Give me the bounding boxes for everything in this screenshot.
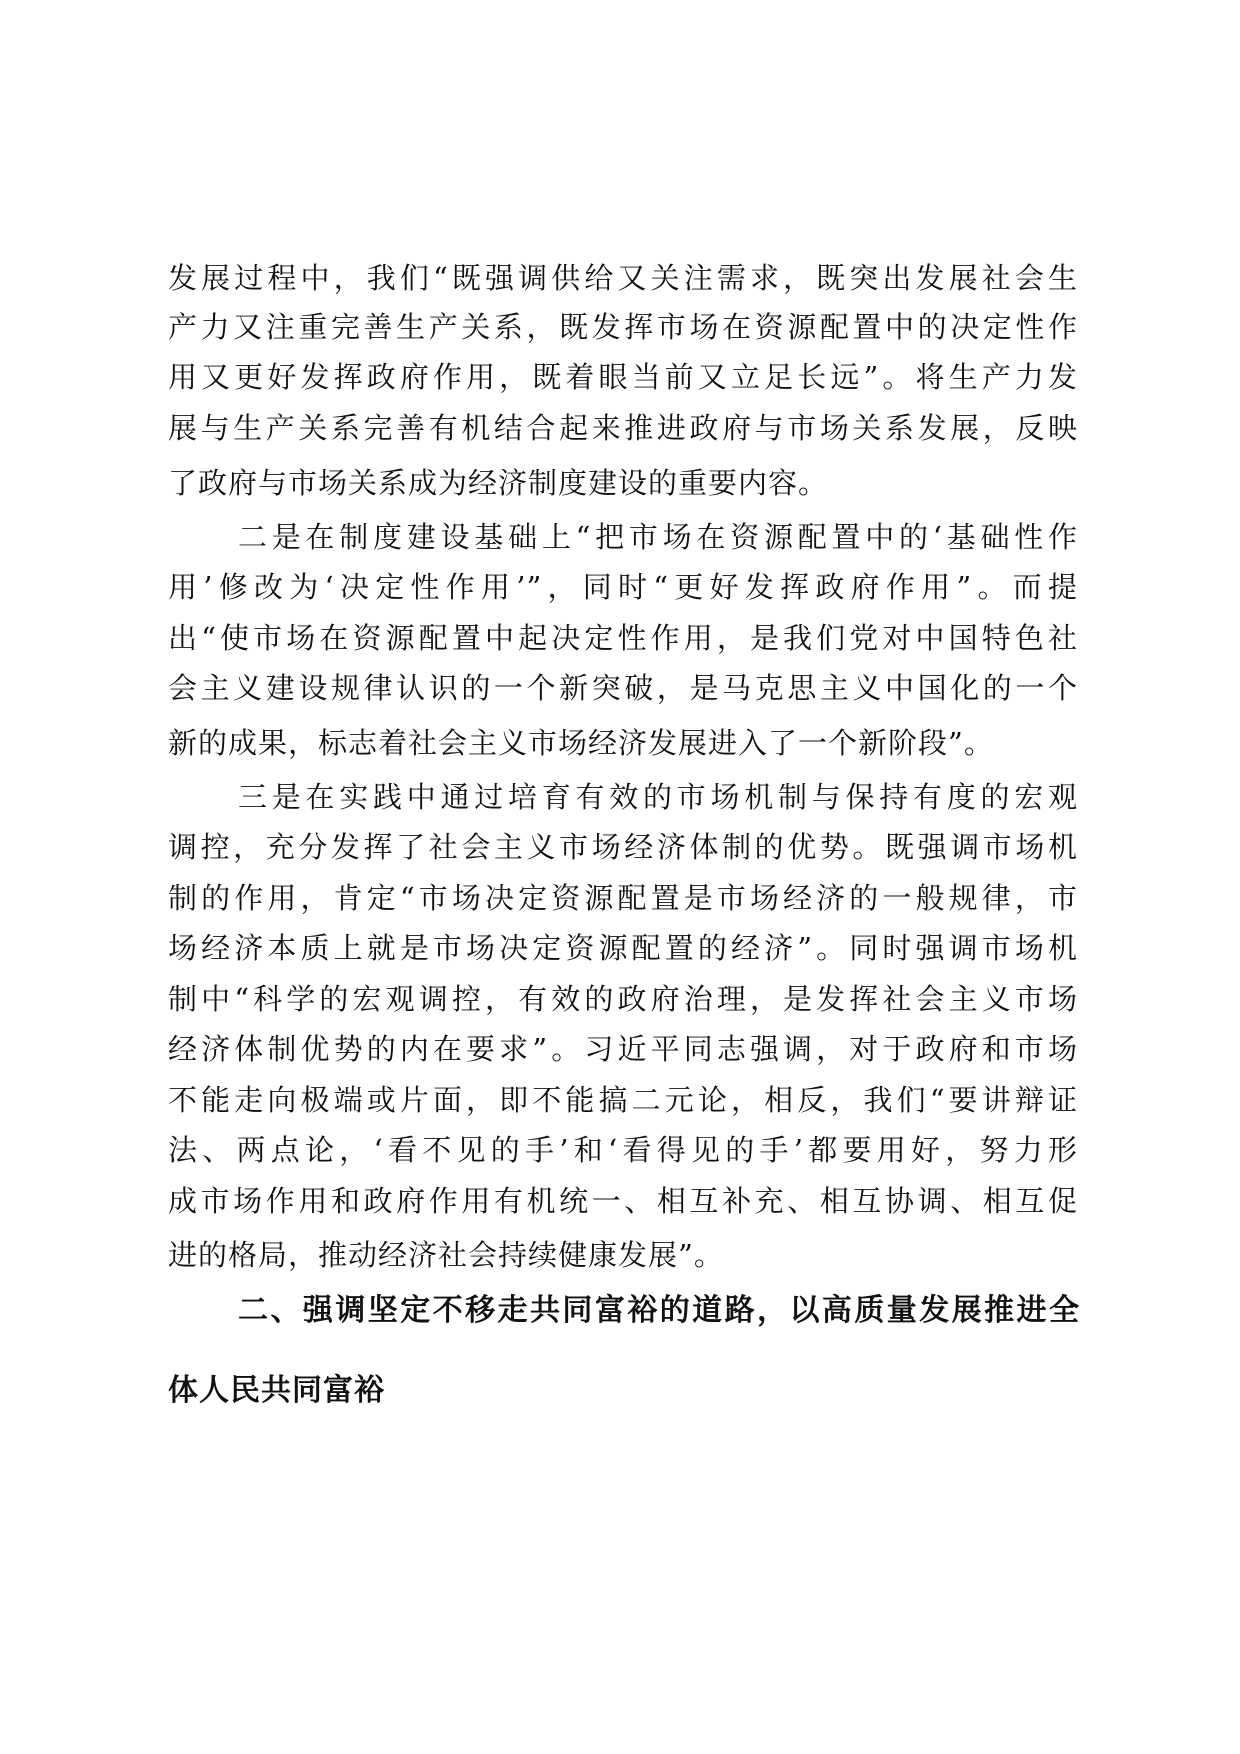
paragraph-1-line-4: 展与生产关系完善有机结合起来推进政府与市场关系发展，反映 (168, 411, 1078, 445)
paragraph-1-line-1: 发展过程中，我们“既强调供给又关注需求，既突出发展社会生 (168, 261, 1078, 295)
paragraph-3-line-3: 制的作用，肯定“市场决定资源配置是市场经济的一般规律，市 (168, 881, 1078, 915)
paragraph-3-line-4: 场经济本质上就是市场决定资源配置的经济”。同时强调市场机 (168, 931, 1078, 965)
paragraph-3-line-6: 经济体制优势的内在要求”。习近平同志强调，对于政府和市场 (168, 1032, 1078, 1066)
paragraph-2-line-1: 二是在制度建设基础上“把市场在资源配置中的‘基础性作 (238, 520, 1078, 554)
paragraph-3-line-8: 法、两点论，‘看不见的手’和‘看得见的手’都要用好，努力形 (168, 1133, 1078, 1167)
paragraph-3-line-9: 成市场作用和政府作用有机统一、相互补充、相互协调、相互促 (168, 1184, 1078, 1218)
paragraph-3-line-7: 不能走向极端或片面，即不能搞二元论，相反，我们“要讲辩证 (168, 1083, 1078, 1117)
paragraph-3-line-5: 制中“科学的宏观调控，有效的政府治理，是发挥社会主义市场 (168, 982, 1078, 1016)
paragraph-2-line-4: 会主义建设规律认识的一个新突破，是马克思主义中国化的一个 (168, 671, 1078, 705)
paragraph-3-line-10: 进的格局，推动经济社会持续健康发展”。 (168, 1238, 724, 1272)
section-heading-line-1: 二、强调坚定不移走共同富裕的道路，以高质量发展推进全 (238, 1293, 1080, 1328)
paragraph-2-line-3: 出“使市场在资源配置中起决定性作用，是我们党对中国特色社 (168, 621, 1078, 655)
paragraph-2-line-5: 新的成果，标志着社会主义市场经济发展进入了一个新阶段”。 (168, 726, 994, 760)
paragraph-2-line-2: 用’修改为‘决定性作用’”，同时“更好发挥政府作用”。而提 (168, 570, 1078, 604)
section-heading-line-2: 体人民共同富裕 (168, 1373, 385, 1408)
paragraph-1-line-3: 用又更好发挥政府作用，既着眼当前又立足长远”。将生产力发 (168, 360, 1078, 394)
paragraph-1-line-5: 了政府与市场关系成为经济制度建设的重要内容。 (168, 466, 829, 500)
paragraph-3-line-2: 调控，充分发挥了社会主义市场经济体制的优势。既强调市场机 (168, 830, 1078, 864)
paragraph-1-line-2: 产力又注重完善生产关系，既发挥市场在资源配置中的决定性作 (168, 310, 1078, 344)
paragraph-3-line-1: 三是在实践中通过培育有效的市场机制与保持有度的宏观 (238, 780, 1078, 814)
